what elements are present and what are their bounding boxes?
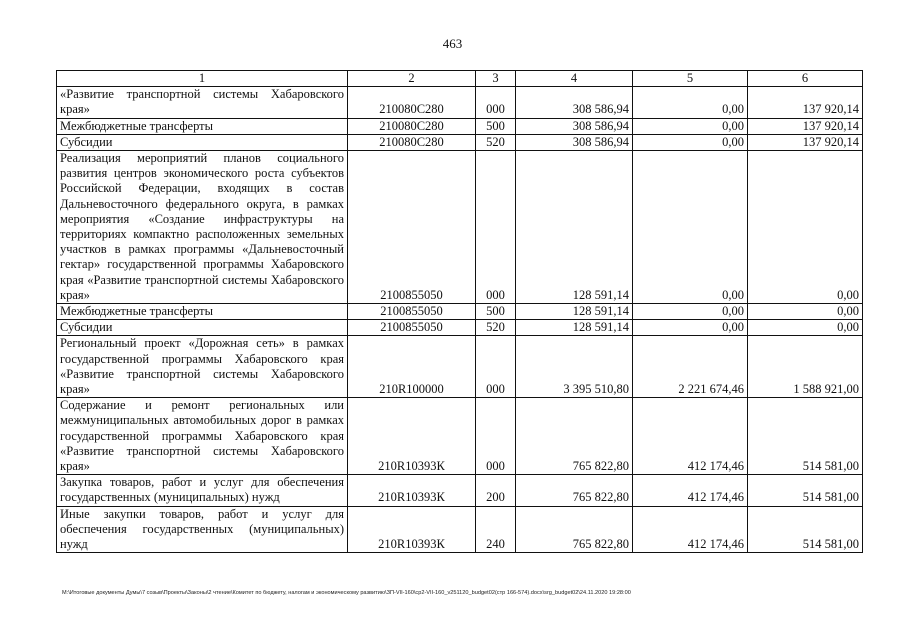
table-row xyxy=(57,336,863,398)
row-expense-type: 000 xyxy=(476,151,516,304)
header-col-3: 3 xyxy=(476,71,516,87)
row-name: Субсидии xyxy=(57,134,348,150)
row-value-6: 137 920,14 xyxy=(748,87,863,118)
header-col-5: 5 xyxy=(633,71,748,87)
row-name: Закупка товаров, работ и услуг для обеспечения государственных (муниципальных) нужд xyxy=(57,475,348,506)
row-code: 2100855050 xyxy=(348,320,476,336)
table-row xyxy=(57,87,863,118)
table-row xyxy=(57,320,863,336)
row-name: «Развитие транспортной системы Хабаровского края» xyxy=(57,87,348,118)
row-value-5: 412 174,46 xyxy=(633,506,748,553)
header-col-4: 4 xyxy=(516,71,633,87)
table-row xyxy=(57,304,863,320)
row-value-4: 765 822,80 xyxy=(516,506,633,553)
row-value-6: 137 920,14 xyxy=(748,118,863,134)
row-code: 210R10393К xyxy=(348,475,476,506)
row-name: Межбюджетные трансферты xyxy=(57,118,348,134)
row-expense-type: 000 xyxy=(476,87,516,118)
header-col-1: 1 xyxy=(57,71,348,87)
row-value-4: 128 591,14 xyxy=(516,151,633,304)
row-value-5: 0,00 xyxy=(633,304,748,320)
row-value-6: 514 581,00 xyxy=(748,506,863,553)
row-value-6: 1 588 921,00 xyxy=(748,336,863,398)
row-code: 210R10393К xyxy=(348,506,476,553)
row-expense-type: 500 xyxy=(476,304,516,320)
row-code: 210R100000 xyxy=(348,336,476,398)
table-row xyxy=(57,506,863,553)
row-code: 210080С280 xyxy=(348,118,476,134)
row-value-6: 0,00 xyxy=(748,151,863,304)
row-value-4: 765 822,80 xyxy=(516,398,633,475)
table-body xyxy=(57,87,863,553)
row-expense-type: 520 xyxy=(476,134,516,150)
row-value-6: 0,00 xyxy=(748,304,863,320)
row-expense-type: 500 xyxy=(476,118,516,134)
row-expense-type: 200 xyxy=(476,475,516,506)
row-code: 210080С280 xyxy=(348,87,476,118)
row-code: 210R10393К xyxy=(348,398,476,475)
row-name: Межбюджетные трансферты xyxy=(57,304,348,320)
row-value-4: 765 822,80 xyxy=(516,475,633,506)
row-expense-type: 520 xyxy=(476,320,516,336)
table-row xyxy=(57,134,863,150)
row-expense-type: 000 xyxy=(476,336,516,398)
table-row xyxy=(57,118,863,134)
row-name: Региональный проект «Дорожная сеть» в рамках государственной программы Хабаровского края «Развитие транспортной системы Хабаровского края» xyxy=(57,336,348,398)
table-header xyxy=(57,71,863,87)
row-name: Иные закупки товаров, работ и услуг для обеспечения государственных (муниципальных) нужд xyxy=(57,506,348,553)
row-value-4: 3 395 510,80 xyxy=(516,336,633,398)
row-code: 2100855050 xyxy=(348,304,476,320)
row-value-5: 2 221 674,46 xyxy=(633,336,748,398)
table-row xyxy=(57,398,863,475)
row-name: Реализация мероприятий планов социального развития центров экономического роста субъектов Российской Федерации, входящих в состав Дальневосточного федерального округа, в рамках мероприятия «Создание инфраструктуры на территориях компактно расположенных земельных участков в рамках программы «Дальневосточный гектар» государственной программы Хабаровского края «Развитие транспортной системы Хабаровского края» xyxy=(57,151,348,304)
header-row xyxy=(57,71,863,87)
row-value-5: 0,00 xyxy=(633,151,748,304)
row-value-4: 308 586,94 xyxy=(516,87,633,118)
row-value-4: 128 591,14 xyxy=(516,304,633,320)
row-value-6: 514 581,00 xyxy=(748,398,863,475)
row-value-5: 0,00 xyxy=(633,118,748,134)
row-value-6: 0,00 xyxy=(748,320,863,336)
row-code: 210080С280 xyxy=(348,134,476,150)
table-row xyxy=(57,475,863,506)
budget-table xyxy=(56,70,863,553)
row-name: Субсидии xyxy=(57,320,348,336)
row-value-4: 128 591,14 xyxy=(516,320,633,336)
row-value-5: 412 174,46 xyxy=(633,398,748,475)
row-code: 2100855050 xyxy=(348,151,476,304)
row-value-4: 308 586,94 xyxy=(516,118,633,134)
footer-file-path: M:\Итоговые документы Думы\7 созыв\Проекты\Законы\2 чтение\Комитет по бюджету, налогам и экономическому развитию\ЗП-VII-160\ср2-VII-160_v251120_budget02(стр 166-574).docx\srg_budget02\24.11.2020 19:28:00 xyxy=(62,590,631,596)
row-value-6: 514 581,00 xyxy=(748,475,863,506)
row-value-5: 0,00 xyxy=(633,87,748,118)
row-value-5: 0,00 xyxy=(633,320,748,336)
header-col-6: 6 xyxy=(748,71,863,87)
row-value-5: 412 174,46 xyxy=(633,475,748,506)
table-row xyxy=(57,151,863,304)
row-value-4: 308 586,94 xyxy=(516,134,633,150)
header-col-2: 2 xyxy=(348,71,476,87)
row-expense-type: 240 xyxy=(476,506,516,553)
row-value-6: 137 920,14 xyxy=(748,134,863,150)
page-number: 463 xyxy=(442,36,463,51)
row-name: Содержание и ремонт региональных или межмуниципальных автомобильных дорог в рамках государственной программы Хабаровского края «Развитие транспортной системы Хабаровского края» xyxy=(57,398,348,475)
row-value-5: 0,00 xyxy=(633,134,748,150)
row-expense-type: 000 xyxy=(476,398,516,475)
